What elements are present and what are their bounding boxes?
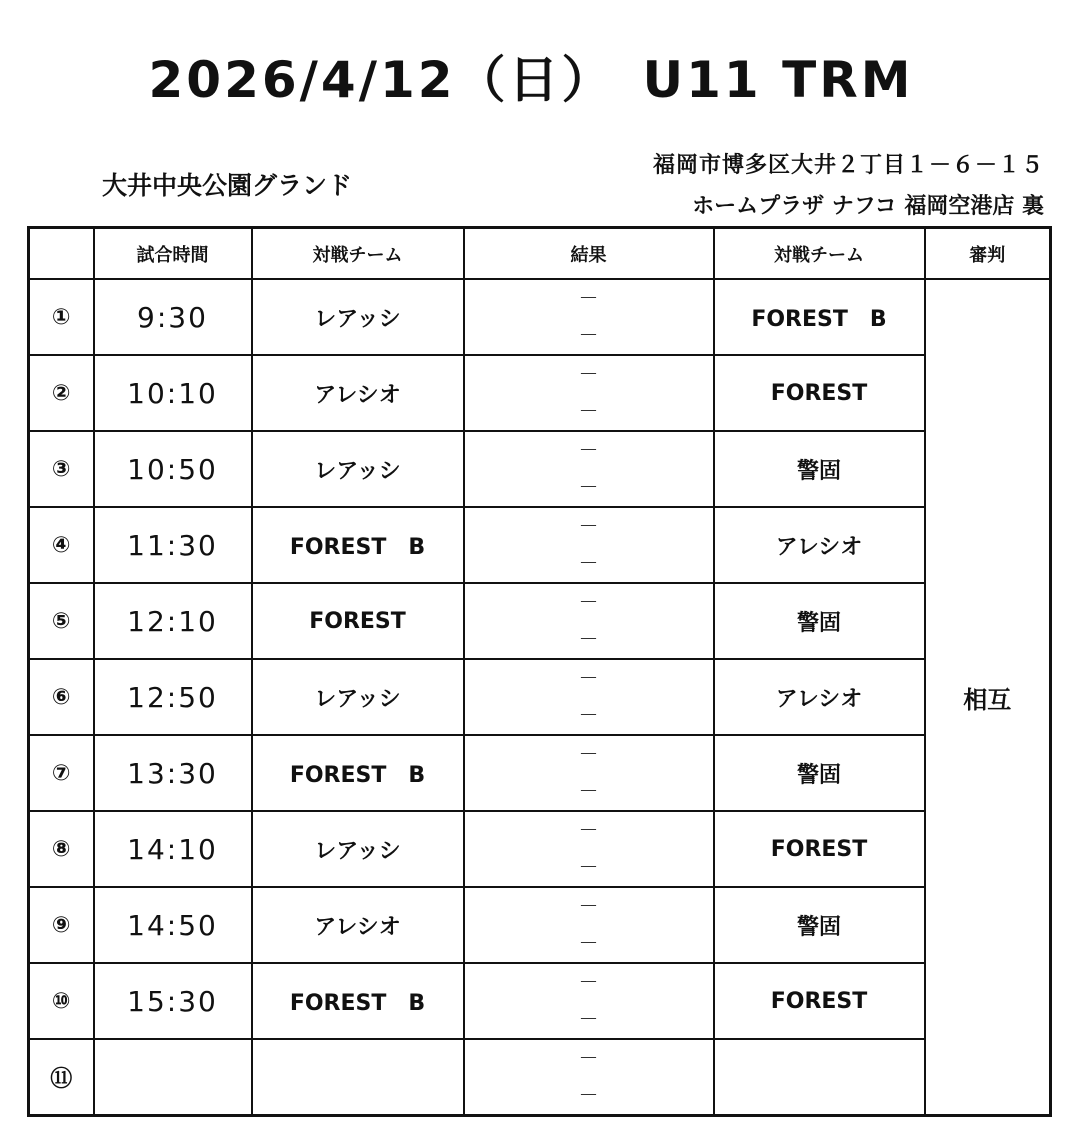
result-cell[interactable]	[464, 279, 714, 355]
score-dash-top: －	[578, 1046, 599, 1070]
table-row	[29, 355, 1051, 431]
team-1: アレシオ	[252, 355, 464, 431]
referee-cell: 相互	[925, 279, 1051, 1116]
score-dash-top: －	[578, 742, 599, 766]
score-dash-bottom: －	[578, 931, 599, 955]
match-time: 12:10	[94, 583, 252, 659]
score-dash-top: －	[578, 894, 599, 918]
score-dash-bottom: －	[578, 399, 599, 423]
table-row	[29, 887, 1051, 963]
team-1: レアッシ	[252, 431, 464, 507]
match-time: 11:30	[94, 507, 252, 583]
score-dash-top: －	[578, 514, 599, 538]
team-1: FOREST B	[252, 735, 464, 811]
team-1: FOREST	[252, 583, 464, 659]
header-result: 結果	[464, 228, 714, 280]
score-dash-bottom: －	[578, 703, 599, 727]
match-number: ⑧	[29, 811, 94, 887]
match-time: 14:10	[94, 811, 252, 887]
team-2: 警固	[714, 431, 925, 507]
team-2: 警固	[714, 887, 925, 963]
score-dash-top: －	[578, 438, 599, 462]
score-dash-top: －	[578, 286, 599, 310]
team-2: 警固	[714, 735, 925, 811]
score-dash-bottom: －	[578, 855, 599, 879]
score-dash-top: －	[578, 666, 599, 690]
result-cell[interactable]	[464, 1039, 714, 1116]
header-number	[29, 228, 94, 280]
match-number: ④	[29, 507, 94, 583]
table-row	[29, 1039, 1051, 1116]
header-team-1: 対戦チーム	[252, 228, 464, 280]
match-number: ⑤	[29, 583, 94, 659]
match-time: 12:50	[94, 659, 252, 735]
table-row	[29, 507, 1051, 583]
address-line-2: ホームプラザ ナフコ 福岡空港店 裏	[692, 194, 1044, 219]
score-dash-bottom: －	[578, 475, 599, 499]
match-time: 13:30	[94, 735, 252, 811]
table-row	[29, 735, 1051, 811]
result-cell[interactable]	[464, 583, 714, 659]
header-match-time: 試合時間	[94, 228, 252, 280]
team-1: レアッシ	[252, 811, 464, 887]
page-title: 2026/4/12（日） U11 TRM	[148, 51, 914, 109]
score-dash-top: －	[578, 590, 599, 614]
match-time: 10:10	[94, 355, 252, 431]
score-dash-bottom: －	[578, 323, 599, 347]
result-cell[interactable]	[464, 507, 714, 583]
team-2: アレシオ	[714, 507, 925, 583]
match-number: ③	[29, 431, 94, 507]
match-number: ①	[29, 279, 94, 355]
score-dash-bottom: －	[578, 1007, 599, 1031]
team-2: 警固	[714, 583, 925, 659]
match-number: ②	[29, 355, 94, 431]
team-2: FOREST	[714, 811, 925, 887]
result-cell[interactable]	[464, 431, 714, 507]
team-2: FOREST	[714, 963, 925, 1039]
team-2: FOREST	[714, 355, 925, 431]
match-schedule-table	[27, 226, 1052, 1117]
address-line-1: 福岡市博多区大井２丁目１－６－１５	[652, 153, 1044, 178]
table-row	[29, 659, 1051, 735]
table-row	[29, 811, 1051, 887]
team-1: レアッシ	[252, 279, 464, 355]
match-number: ⑨	[29, 887, 94, 963]
team-1: レアッシ	[252, 659, 464, 735]
table-header-row	[29, 228, 1051, 280]
score-dash-top: －	[578, 970, 599, 994]
match-number: ⑪	[29, 1039, 94, 1116]
result-cell[interactable]	[464, 659, 714, 735]
result-cell[interactable]	[464, 887, 714, 963]
header-referee: 審判	[925, 228, 1051, 280]
match-time: 10:50	[94, 431, 252, 507]
result-cell[interactable]	[464, 963, 714, 1039]
result-cell[interactable]	[464, 735, 714, 811]
score-dash-bottom: －	[578, 1083, 599, 1107]
match-time: 14:50	[94, 887, 252, 963]
score-dash-bottom: －	[578, 627, 599, 651]
team-1: FOREST B	[252, 963, 464, 1039]
table-row	[29, 963, 1051, 1039]
result-cell[interactable]	[464, 355, 714, 431]
header-team-2: 対戦チーム	[714, 228, 925, 280]
match-number: ⑦	[29, 735, 94, 811]
table-row	[29, 583, 1051, 659]
score-dash-bottom: －	[578, 779, 599, 803]
match-time: 15:30	[94, 963, 252, 1039]
match-number: ⑩	[29, 963, 94, 1039]
table-row	[29, 279, 1051, 355]
team-1: FOREST B	[252, 507, 464, 583]
match-time: 9:30	[94, 279, 252, 355]
team-1: アレシオ	[252, 887, 464, 963]
match-time	[94, 1039, 252, 1116]
venue-name: 大井中央公園グランド	[102, 171, 353, 200]
team-1	[252, 1039, 464, 1116]
team-2	[714, 1039, 925, 1116]
score-dash-top: －	[578, 818, 599, 842]
team-2: アレシオ	[714, 659, 925, 735]
score-dash-top: －	[578, 362, 599, 386]
score-dash-bottom: －	[578, 551, 599, 575]
match-number: ⑥	[29, 659, 94, 735]
table-row	[29, 431, 1051, 507]
team-2: FOREST B	[714, 279, 925, 355]
result-cell[interactable]	[464, 811, 714, 887]
